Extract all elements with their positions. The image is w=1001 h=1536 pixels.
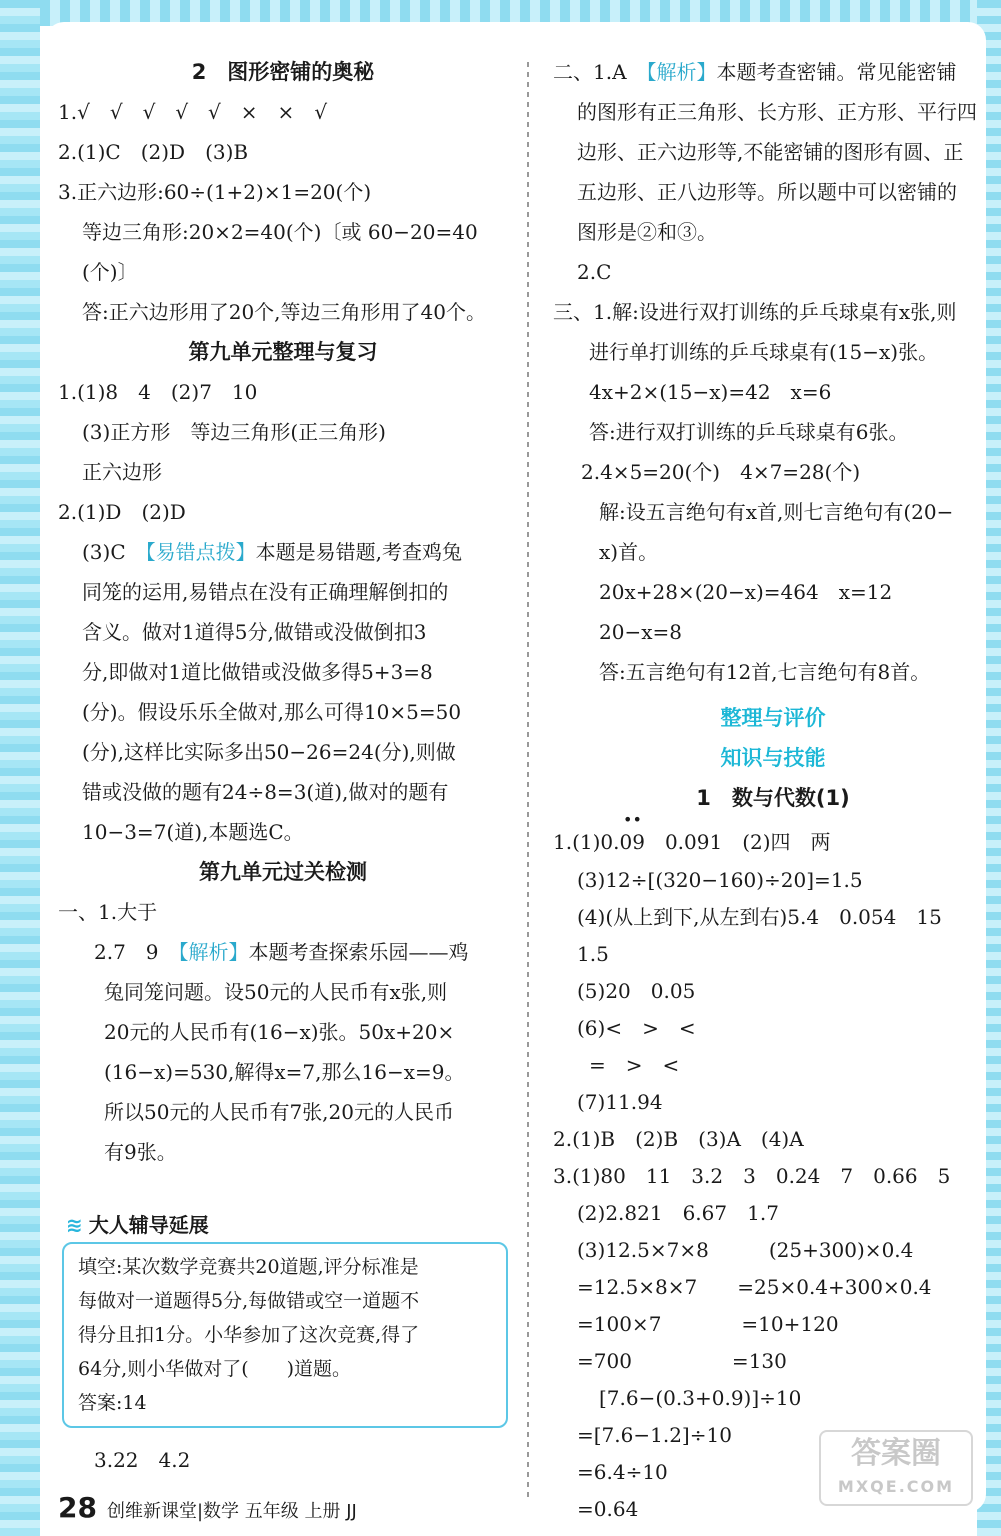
answer-line: 答:五言绝句有12首,七言绝句有8首。 [599,660,931,684]
answer-line: 2.C [577,260,612,284]
answer-line: =12.5×8×7 =25×0.4+300×0.4 [577,1275,932,1299]
answer-line: = > < [589,1053,680,1077]
answer-line: 等边三角形:20×2=40(个)〔或 60−20=40 [82,220,478,244]
answer-line: 进行单打训练的乒乓球桌有(15−x)张。 [589,340,939,364]
answer-line: (分)。假设乐乐全做对,那么可得10×5=50 [82,700,462,724]
answer-line: (3)正方形 等边三角形(正三角形) [82,420,386,444]
callout-title: ≋ 大人辅导延展 [66,1213,209,1237]
answer-line: 所以50元的人民币有7张,20元的人民币 [104,1100,454,1124]
answer-line: 1.√ √ √ √ √ × × √ [58,100,328,124]
column-divider [527,62,529,1502]
answer-line: 五边形、正八边形等。所以题中可以密铺的 [577,180,957,204]
answer-line: 2.4×5=20(个) 4×7=28(个) [581,460,861,484]
emphasis-dots: •• [623,810,642,829]
answer-line: 一、1.大于 [58,900,158,924]
answer-line: 分,即做对1道比做错或没做多得5+3=8 [82,660,433,684]
parent-guidance-callout [62,1208,508,1428]
wave-icon: ≋ [66,1213,83,1237]
answer-line: (6)< > < [577,1016,696,1040]
answer-line: (分),这样比实际多出50−26=24(分),则做 [82,740,456,764]
section-title-tessellation: 2 图形密铺的奥秘 [191,60,375,84]
answer-line: (5)20 0.05 [577,979,696,1003]
watermark-text: 答案圈 [851,1436,941,1471]
answer-line: (7)11.94 [577,1090,663,1114]
answer-line: (个)〕 [82,260,138,284]
answer-line: 2.(1)C (2)D (3)B [58,140,249,164]
answer-line: 解:设五言绝句有x首,则七言绝句有(20− [599,500,954,524]
answer-line: 答:进行双打训练的乒乓球桌有6张。 [589,420,909,444]
answer-line: (2)2.821 6.67 1.7 [577,1201,779,1225]
answer-line: 1.5 [577,942,609,966]
answer-line: 3.正六边形:60÷(1+2)×1=20(个) [58,180,372,204]
answer-line: 二、1.A 【解析】本题考查密铺。常见能密铺 [553,60,957,84]
answer-line: 答:正六边形用了20个,等边三角形用了40个。 [82,300,486,324]
right-column [553,52,993,1528]
answer-line: [7.6−(0.3+0.9)]÷10 [599,1386,802,1410]
callout-box [62,1242,508,1428]
answer-line: (3)12.5×7×8 (25+300)×0.4 [577,1238,914,1262]
answer-line: 图形是②和③。 [577,220,717,244]
answer-line: 3.(1)80 11 3.2 3 0.24 7 0.66 5 [553,1164,951,1188]
answer-line: 20元的人民币有(16−x)张。50x+20× [104,1020,455,1044]
answer-line: 有9张。 [104,1140,177,1164]
answer-line: 4x+2×(15−x)=42 x=6 [589,380,832,404]
answer-line: 2.7 9 【解析】本题考查探索乐园——鸡 [94,940,469,964]
tip-tag: 【易错点拨】 [145,540,256,564]
left-column [58,52,508,1172]
answer-line: (4)(从上到下,从左到右)5.4 0.054 15 [577,905,942,929]
section-title-unit9-review: 第九单元整理与复习 [188,340,378,364]
callout-answer: 答案:14 [78,1392,147,1414]
answer-line: 兔同笼问题。设50元的人民币有x张,则 [104,980,448,1004]
page-footer [58,1488,357,1528]
callout-line: 得分且扣1分。小华参加了这次竞赛,得了 [78,1324,420,1346]
section-title-review-eval: 整理与评价 [720,706,826,730]
answer-line: =6.4÷10 [577,1460,668,1484]
decorative-left-border [0,0,40,1536]
answer-line: (3)C 【易错点拨】本题是易错题,考查鸡兔 [82,540,462,564]
page-number: 28 [58,1491,97,1524]
answer-line: 正六边形 [82,460,162,484]
watermark-logo [819,1430,973,1506]
answer-line: 2.(1)B (2)B (3)A (4)A [553,1127,804,1151]
book-info: 创维新课堂|数学 五年级 上册 JJ [106,1501,357,1522]
answer-line: (16−x)=530,解得x=7,那么16−x=9。 [104,1060,465,1084]
section-title-knowledge-skills: 知识与技能 [720,746,826,770]
answer-line: 20−x=8 [599,620,682,644]
answer-line: 1.(1)8 4 (2)7 10 [58,380,258,404]
answer-line: 2.(1)D (2)D [58,500,186,524]
section-title-unit9-test: 第九单元过关检测 [199,860,367,884]
answer-line: 的图形有正三角形、长方形、正方形、平行四 [577,100,977,124]
answer-line: 1.(1)0.09 0.091 (2)四 两 [553,830,831,854]
answer-line: 同笼的运用,易错点在没有正确理解倒扣的 [82,580,449,604]
callout-line: 填空:某次数学竞赛共20道题,评分标准是 [78,1256,419,1278]
answer-line: 错或没做的题有24÷8=3(道),做对的题有 [82,780,449,804]
answer-line: 20x+28×(20−x)=464 x=12 [599,580,893,604]
analysis-tag: 【解析】 [646,60,717,84]
answer-line: x)首。 [599,540,659,564]
callout-line: 64分,则小华做对了( )道题。 [78,1358,352,1380]
answer-line: =100×7 =10+120 [577,1312,839,1336]
answer-line: 10−3=7(道),本题选C。 [82,820,304,844]
callout-line: 每做对一道题得5分,每做错或空一道题不 [78,1290,420,1312]
answer-line: 边形、正六边形等,不能密铺的图形有圆、正 [577,140,964,164]
answer-line: (3)12÷[(320−160)÷20]=1.5 [577,868,863,892]
answer-line: 3.22 4.2 [94,1448,191,1472]
answer-line: 含义。做对1道得5分,做错或没做倒扣3 [82,620,427,644]
watermark-url: MXQE.COM [837,1477,955,1496]
answer-line: 三、1.解:设进行双打训练的乒乓球桌有x张,则 [553,300,957,324]
answer-line: =700 =130 [577,1349,787,1373]
analysis-tag: 【解析】 [178,940,249,964]
answer-line: =0.64 [577,1497,639,1521]
answer-line: =[7.6−1.2]÷10 [577,1423,732,1447]
section-title-numbers-algebra: 1 数与代数(1) [696,786,850,810]
